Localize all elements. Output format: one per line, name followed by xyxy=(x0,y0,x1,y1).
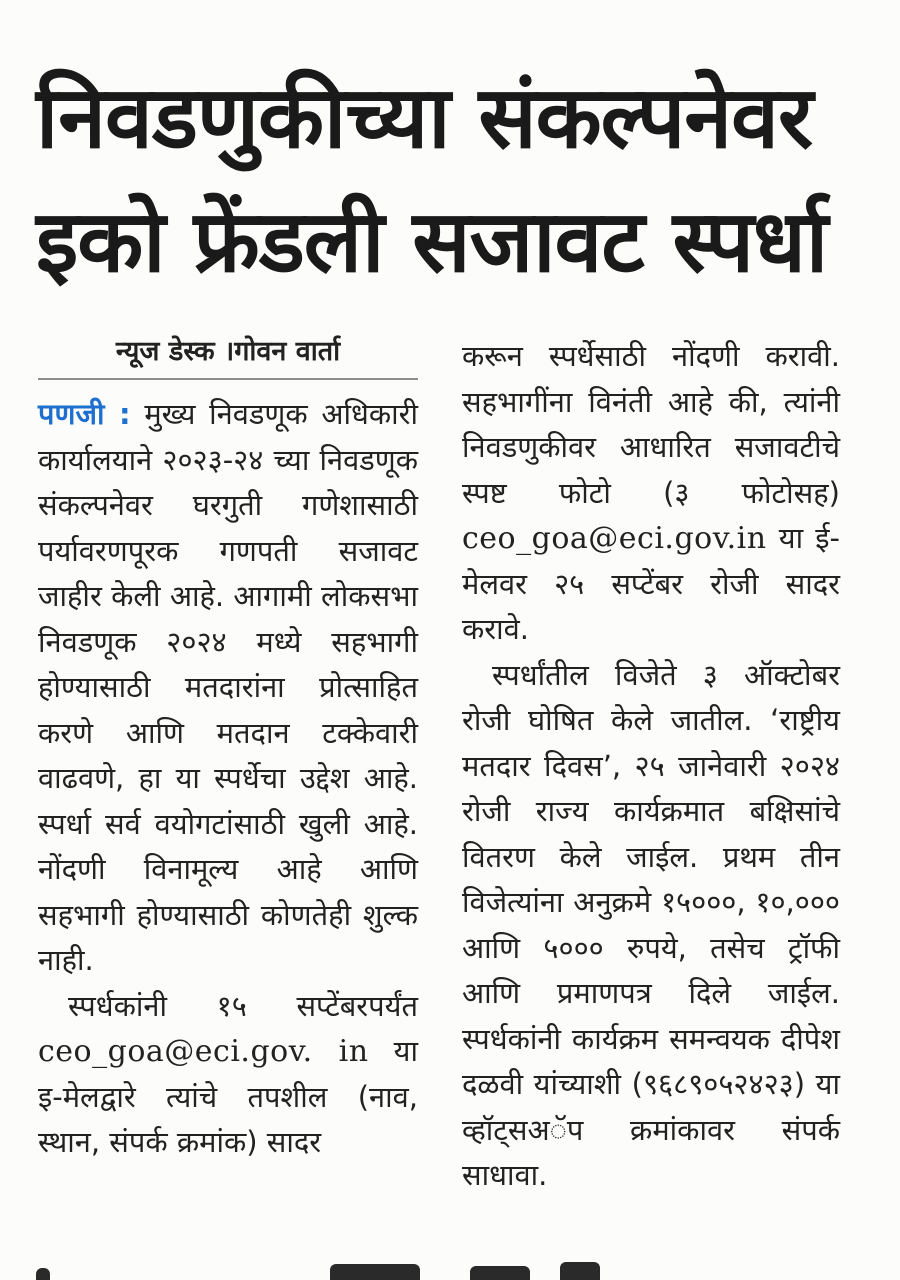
headline xyxy=(36,56,856,304)
headline-line-1: निवडणुकीच्या संकल्पनेवर xyxy=(36,68,813,168)
right-column xyxy=(462,334,840,1199)
article-paragraph-4: स्पर्धांतील विजेते ३ ऑक्टोबर रोजी घोषित केले जातील. ‘राष्ट्रीय मतदार दिवस’, २५ जानेवारी २०२४ रोजी राज्य कार्यक्रमात बक्षिसांचे वितरण केले जाईल. प्रथम तीन विजेत्यांना अनुक्रमे १५०००, १०,००० आणि ५००० रुपये, तसेच ट्रॉफी आणि प्रमाणपत्र दिले जाईल. स्पर्धकांनी कार्यक्रम समन्वयक दीपेश दळवी यांच्याशी (९६८९०५२४२३) या व्हॉट्सअॅप क्रमांकावर संपर्क साधावा. xyxy=(462,657,840,1192)
paragraph-3-start: करून स्पर्धेसाठी नोंदणी करावी. सहभागींना विनंती आहे की, त्यांनी निवडणुकीवर आधारित सजावटीचे स्पष्ट फोटो (३ फोटोसह) xyxy=(462,339,840,510)
headline-line-2: इको फ्रेंडली सजावट स्पर्धा xyxy=(36,192,828,292)
paragraph-3-end: या ई-मेलवर २५ सप्टेंबर रोजी सादर करावे. xyxy=(462,521,840,646)
article-paragraph-3 xyxy=(462,334,840,653)
dateline: पणजी : xyxy=(38,397,131,431)
fragment-mark xyxy=(470,1266,530,1280)
paragraph-1-text: मुख्य निवडणूक अधिकारी कार्यालयाने २०२३-२४ च्या निवडणूक संकल्पनेवर घरगुती गणेशासाठी पर्यावरणपूरक गणपती सजावट जाहीर केली आहे. आगामी लोकसभा निवडणूक २०२४ मध्ये सहभागी होण्यासाठी मतदारांना प्रोत्साहित करणे आणि मतदान टक्केवारी वाढवणे, हा या स्पर्धेचा उद्देश आहे. स्पर्धा सर्व वयोगटांसाठी खुली आहे. नोंदणी विनामूल्य आहे आणि सहभागी होण्यासाठी कोणतेही शुल्क नाही. xyxy=(38,397,418,977)
fragment-mark xyxy=(560,1262,600,1280)
article-paragraph-2 xyxy=(38,984,418,1166)
email-address: ceo_goa@eci.gov. in xyxy=(38,1034,369,1069)
paragraph-2-end: या इ-मेलद्वारे त्यांचे तपशील (नाव, स्थान, संपर्क क्रमांक) सादर xyxy=(38,1034,418,1159)
byline: न्यूज डेस्क ।गोवन वार्ता xyxy=(38,330,418,380)
email-address-2: ceo_goa@eci.gov.in xyxy=(462,521,767,556)
paragraph-2-start: स्पर्धकांनी १५ सप्टेंबरपर्यंत xyxy=(68,988,418,1023)
article-paragraph-1 xyxy=(38,392,418,984)
fragment-mark xyxy=(330,1264,420,1280)
fragment-mark xyxy=(36,1268,50,1280)
next-article-fragment xyxy=(0,1262,900,1280)
left-column xyxy=(38,330,418,1166)
